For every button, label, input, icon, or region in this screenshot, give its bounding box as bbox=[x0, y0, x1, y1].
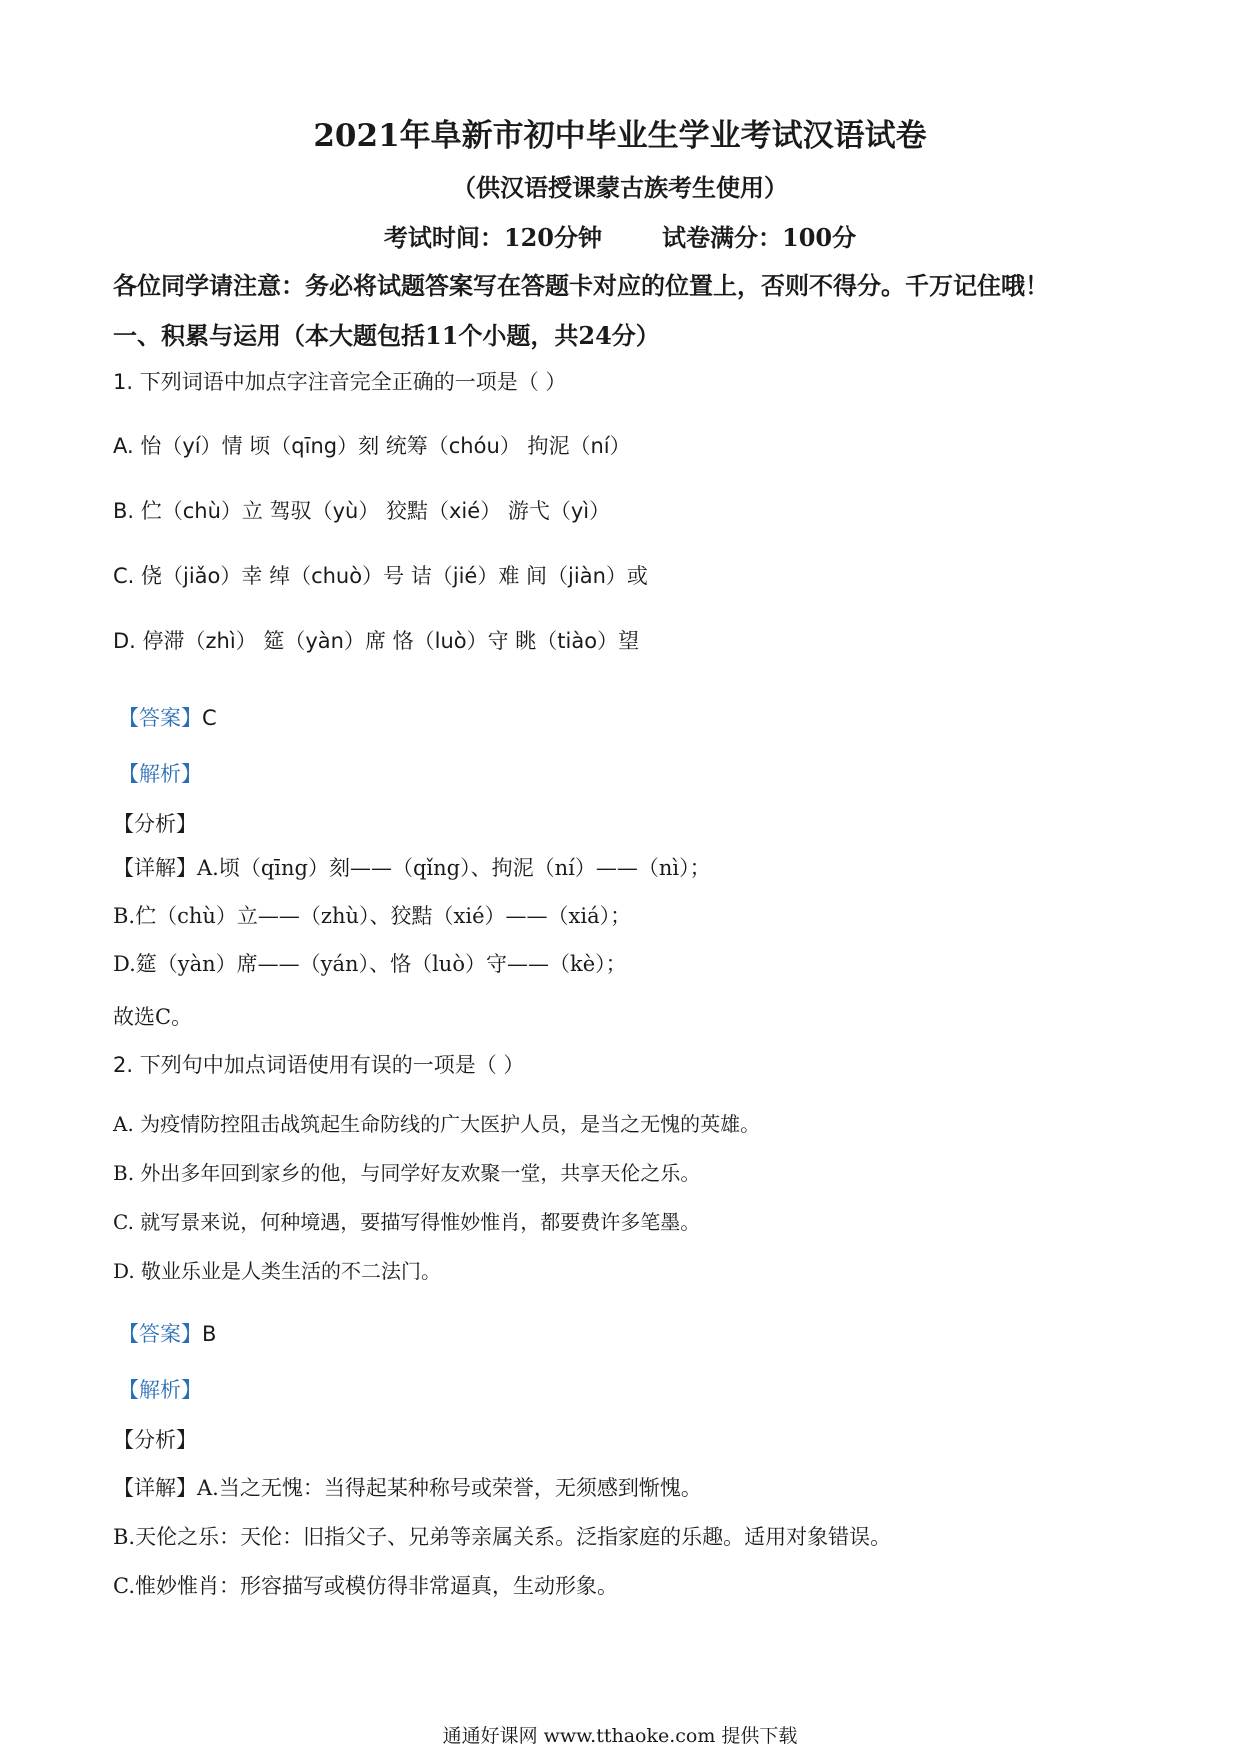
question-2-stem: 2. 下列句中加点词语使用有误的一项是（ ） bbox=[113, 1053, 525, 1077]
page-footer: 通通好课网 www.tthaoke.com 提供下载 bbox=[442, 1725, 798, 1747]
answer-value: C bbox=[202, 706, 217, 730]
page-title: 2021年阜新市初中毕业生学业考试汉语试卷 bbox=[313, 118, 927, 154]
question-2-option-a: A. 为疫情防控阻击战筑起生命防线的广大医护人员，是当之无愧的英雄。 bbox=[113, 1112, 761, 1136]
question-1-answer bbox=[118, 702, 217, 732]
question-2-fenxi-label: 【分析】 bbox=[113, 1428, 197, 1452]
exam-info bbox=[0, 218, 1240, 253]
question-1-stem: 1. 下列词语中加点字注音完全正确的一项是（ ） bbox=[113, 370, 567, 394]
answer-label: 【答案】 bbox=[118, 1322, 202, 1346]
question-1-detail-2: B.伫（chù）立——（zhù）、狡黠（xié）——（xiá）； bbox=[113, 904, 632, 928]
question-1-option-d: D. 停滞（zhì） 筵（yàn）席 恪（luò）守 眺（tiào）望 bbox=[113, 629, 640, 653]
question-1-conclusion: 故选C。 bbox=[113, 1005, 193, 1029]
question-2-analysis-label: 【解析】 bbox=[118, 1378, 202, 1402]
question-1-detail-1: 【详解】A.顷（qīng）刻——（qǐng）、拘泥（ní）——（nì）； bbox=[113, 856, 711, 880]
question-1-option-c: C. 侥（jiǎo）幸 绰（chuò）号 诘（jié）难 间（jiàn）或 bbox=[113, 564, 648, 588]
question-1-fenxi-label: 【分析】 bbox=[113, 812, 197, 836]
question-2-detail-3: C.惟妙惟肖：形容描写或模仿得非常逼真，生动形象。 bbox=[113, 1574, 618, 1598]
question-1-detail-3: D.筵（yàn）席——（yán）、恪（luò）守——（kè）； bbox=[113, 952, 627, 976]
notice-text: 各位同学请注意：务必将试题答案写在答题卡对应的位置上，否则不得分。千万记住哦！ bbox=[113, 271, 1049, 300]
answer-value: B bbox=[202, 1322, 217, 1346]
question-2-option-c: C. 就写景来说，何种境遇，要描写得惟妙惟肖，都要费许多笔墨。 bbox=[113, 1210, 701, 1234]
question-2-option-d: D. 敬业乐业是人类生活的不二法门。 bbox=[113, 1259, 442, 1283]
answer-label: 【答案】 bbox=[118, 706, 202, 730]
question-2-detail-2: B.天伦之乐：天伦：旧指父子、兄弟等亲属关系。泛指家庭的乐趣。适用对象错误。 bbox=[113, 1525, 892, 1549]
section-title: 一、积累与运用（本大题包括11个小题，共24分） bbox=[113, 321, 660, 350]
full-score: 试卷满分：100分 bbox=[662, 223, 857, 252]
question-2-answer bbox=[118, 1318, 216, 1348]
question-1-option-b: B. 伫（chù）立 驾驭（yù） 狡黠（xié） 游弋（yì） bbox=[113, 499, 611, 523]
question-2-option-b: B. 外出多年回到家乡的他，与同学好友欢聚一堂，共享天伦之乐。 bbox=[113, 1161, 701, 1185]
question-2-detail-1: 【详解】A.当之无愧：当得起某种称号或荣誉，无须感到惭愧。 bbox=[113, 1476, 702, 1500]
page-subtitle: （供汉语授课蒙古族考生使用） bbox=[452, 173, 788, 202]
exam-time: 考试时间：120分钟 bbox=[383, 223, 602, 252]
question-1-option-a: A. 怡（yí）情 顷（qīng）刻 统筹（chóu） 拘泥（ní） bbox=[113, 434, 631, 458]
question-1-analysis-label: 【解析】 bbox=[118, 762, 202, 786]
